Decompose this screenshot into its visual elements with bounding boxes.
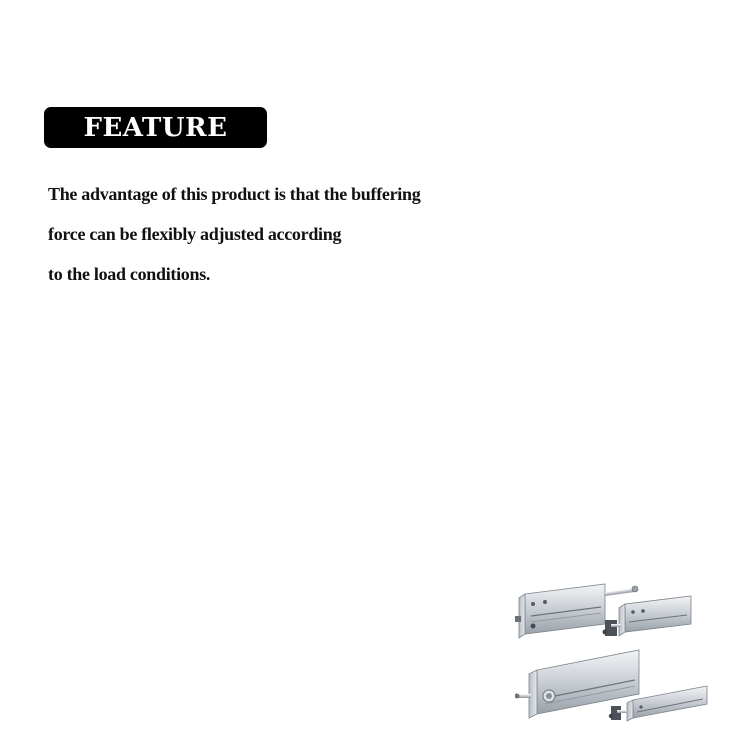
pneumatic-cylinder-product-photo [515, 578, 715, 728]
feature-badge [44, 107, 267, 148]
feature-description [48, 181, 508, 301]
description-line-2: force can be flexibly adjusted according [48, 224, 342, 244]
description-line-3: to the load conditions. [48, 264, 211, 284]
feature-title: FEATURE [83, 112, 228, 143]
description-line-1: The advantage of this product is that the buffering [48, 184, 421, 204]
cylinder-top-right [603, 596, 692, 636]
